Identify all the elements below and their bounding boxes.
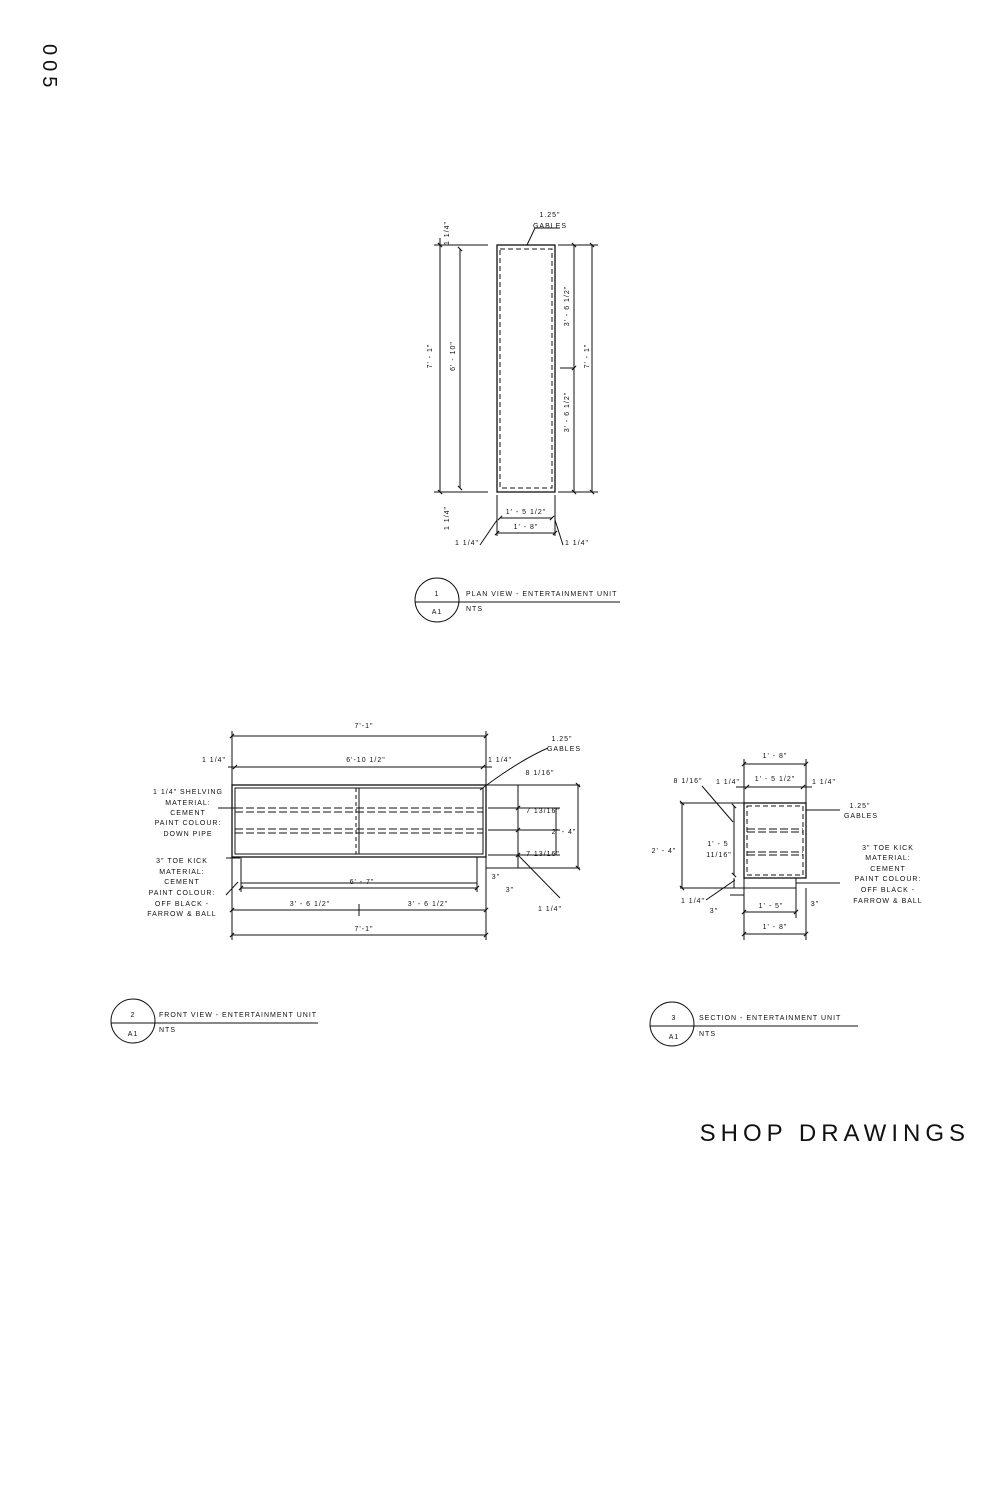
front-callout-sheet: A1 bbox=[127, 1031, 139, 1038]
plan-gables-line1: 1.25" bbox=[539, 212, 561, 219]
section-toe-kick-note-5: OFF BLACK - bbox=[860, 887, 916, 894]
front-shelving-note-4: PAINT COLOUR: bbox=[154, 820, 222, 827]
section-toe-kick-note-6: FARROW & BALL bbox=[853, 898, 923, 905]
front-callout-title: FRONT VIEW - ENTERTAINMENT UNIT bbox=[159, 1012, 318, 1019]
section-dim-kick-right: 3" bbox=[810, 901, 820, 908]
page-number: 005 bbox=[38, 44, 60, 93]
plan-dim-left-gable: 1 1/4" bbox=[454, 540, 480, 547]
plan-dim-bottom-left-quarter: 1 1/4" bbox=[444, 505, 451, 531]
plan-gables-line2: GABLES bbox=[532, 223, 568, 230]
section-callout-number: 3 bbox=[671, 1015, 677, 1022]
section-dim-kick-left: 3" bbox=[709, 908, 719, 915]
front-dim-inner-top: 6'-10 1/2" bbox=[346, 757, 386, 764]
plan-dim-inner-width: 1' - 5 1/2" bbox=[505, 509, 547, 516]
section-labels bbox=[652, 753, 923, 931]
front-labels bbox=[147, 723, 581, 933]
plan-callout-number: 1 bbox=[434, 591, 440, 598]
section-toe-kick-note-1: 3" TOE KICK bbox=[862, 845, 914, 852]
front-dim-right-gable: 1 1/4" bbox=[487, 757, 513, 764]
front-toe-kick-note-2: MATERIAL: bbox=[159, 869, 205, 876]
plan-callout-sheet: A1 bbox=[431, 609, 443, 616]
front-callout-scale: NTS bbox=[159, 1027, 176, 1034]
front-dim-shelf-upper: 7 13/16" bbox=[526, 808, 560, 815]
section-toe-kick-note-3: CEMENT bbox=[870, 866, 906, 873]
front-shelving-note-2: MATERIAL: bbox=[165, 800, 211, 807]
section-gables-line1: 1.25" bbox=[849, 803, 871, 810]
front-dim-left-gable: 1 1/4" bbox=[201, 757, 227, 764]
front-toe-kick-note-5: OFF BLACK - bbox=[154, 901, 210, 908]
front-gables-line2: GABLES bbox=[546, 746, 582, 753]
plan-dim-outer-width: 1' - 8" bbox=[513, 524, 539, 531]
front-dim-overall-bottom: 7'-1" bbox=[354, 926, 374, 933]
front-dim-bottom-right: 3' - 6 1/2" bbox=[407, 901, 449, 908]
front-dim-shelf-lower: 7 13/16" bbox=[526, 851, 560, 858]
section-toe-kick-note-2: MATERIAL: bbox=[865, 855, 911, 862]
plan-dim-top-left-quarter: 1 1/4" bbox=[444, 220, 451, 246]
section-dim-right-quarter: 1 1/4" bbox=[811, 779, 837, 786]
section-dim-bottom-quarter: 1 1/4" bbox=[680, 898, 706, 905]
front-dim-kick-height-lower: 3" bbox=[505, 887, 515, 894]
section-callout-sheet: A1 bbox=[668, 1034, 680, 1041]
plan-callout bbox=[415, 578, 620, 622]
plan-dim-overall-height-outer: 7' - 1" bbox=[427, 343, 434, 369]
section-dim-inner-height-1: 1' - 5 bbox=[707, 841, 729, 848]
section-dim-overall-top: 1' - 8" bbox=[762, 753, 788, 760]
section-gables-line2: GABLES bbox=[843, 813, 879, 820]
front-toe-kick-note-4: PAINT COLOUR: bbox=[148, 890, 216, 897]
front-dim-side-top: 8 1/16" bbox=[525, 770, 555, 777]
section-callout-scale: NTS bbox=[699, 1031, 716, 1038]
front-dim-overall-top: 7'-1" bbox=[354, 723, 374, 730]
front-shelving-note-3: CEMENT bbox=[170, 810, 206, 817]
section-toe-kick-note-4: PAINT COLOUR: bbox=[854, 876, 922, 883]
plan-callout-title: PLAN VIEW - ENTERTAINMENT UNIT bbox=[466, 591, 618, 598]
plan-dim-lower-half: 3' - 6 1/2" bbox=[564, 391, 571, 433]
section-dim-overall-bottom: 1' - 8" bbox=[762, 924, 788, 931]
plan-dim-overall-height-right: 7' - 1" bbox=[584, 343, 591, 369]
front-dim-overall-height: 2' - 4" bbox=[551, 829, 577, 836]
front-callout bbox=[111, 999, 318, 1043]
plan-view bbox=[434, 228, 598, 545]
plan-dim-inner-height: 6' - 10" bbox=[450, 341, 457, 371]
section-callout-title: SECTION - ENTERTAINMENT UNIT bbox=[699, 1015, 842, 1022]
front-dim-bottom-left: 3' - 6 1/2" bbox=[289, 901, 331, 908]
section-dim-inner-height-2: 11/16" bbox=[706, 852, 732, 859]
plan-callout-scale: NTS bbox=[466, 606, 483, 613]
section-dim-overall-height: 2' - 4" bbox=[651, 848, 677, 855]
section-dim-inner-bottom: 1' - 5" bbox=[758, 903, 784, 910]
section-inner-dashed bbox=[747, 806, 803, 875]
front-callout-number: 2 bbox=[130, 1012, 136, 1019]
section-dim-left-top: 8 1/16" bbox=[673, 778, 703, 785]
front-dim-bottom-quarter: 1 1/4" bbox=[537, 906, 563, 913]
section-toe-kick bbox=[744, 878, 796, 888]
section-dim-inner-top: 1' - 5 1/2" bbox=[754, 776, 796, 783]
front-dim-toe-kick-width: 6' - 7" bbox=[349, 879, 375, 886]
plan-dim-right-gable: 1 1/4" bbox=[564, 540, 590, 547]
plan-dim-upper-half: 3' - 6 1/2" bbox=[564, 285, 571, 327]
section-dim-left-quarter: 1 1/4" bbox=[715, 779, 741, 786]
front-gables-line1: 1.25" bbox=[551, 736, 573, 743]
front-shelving-note-5: DOWN PIPE bbox=[163, 831, 213, 838]
section-view bbox=[680, 759, 840, 940]
section-callout bbox=[650, 1002, 858, 1046]
section-outline bbox=[744, 803, 806, 878]
front-shelving-note-1: 1 1/4" SHELVING bbox=[153, 789, 223, 796]
front-toe-kick-note-1: 3" TOE KICK bbox=[156, 858, 208, 865]
front-dim-kick-height: 3" bbox=[491, 874, 501, 881]
front-toe-kick-note-6: FARROW & BALL bbox=[147, 911, 217, 918]
plan-labels bbox=[427, 212, 591, 547]
front-view bbox=[218, 731, 580, 940]
sheet-title: SHOP DRAWINGS bbox=[699, 1120, 970, 1147]
plan-inner-dashed bbox=[500, 249, 552, 488]
front-toe-kick-note-3: CEMENT bbox=[164, 879, 200, 886]
plan-outline bbox=[497, 245, 555, 492]
